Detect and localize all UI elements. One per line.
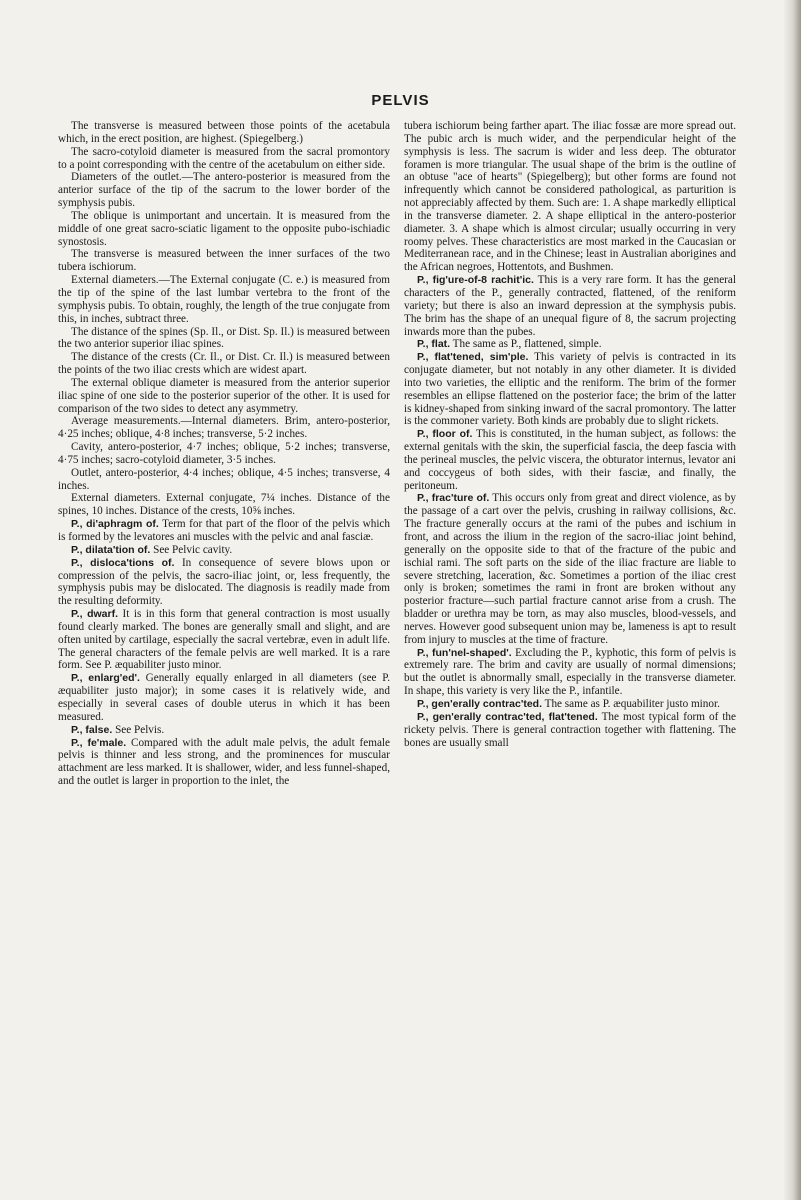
entry-text: The transverse is measured between those points of the acetabula which, in the erect position, are highest. (Spiegelberg.) — [58, 120, 390, 145]
paragraph — [404, 647, 736, 698]
entry-text: Generally equally enlarged in all diameters (see P. æquabiliter justo major); in some cases it is relatively wide, and especially in several cases of double uterus in which it has been measured. — [58, 672, 390, 723]
left-column — [58, 120, 390, 788]
entry-headword: P., dwarf. — [71, 608, 119, 621]
entry-headword: P., fun'nel-shaped'. — [417, 646, 512, 659]
entry-text: It is in this form that general contraction is most usually found clearly marked. The bones are generally small and slight, and are often united by cartilage, especially the sacral vertebræ, even in adult life. The general characters of the female pelvis are well marked. It is a rare form. See P. æquabiliter justo minor. — [58, 608, 390, 672]
entry-text: This is a very rare form. It has the general characters of the P., generally contracted, flattened, of the reniform variety; but there is also an inward depression at the symphysis pubis. The brim has the shape of an unequal figure of 8, the sacrum projecting inwards more than the pubes. — [404, 274, 736, 338]
paragraph — [58, 608, 390, 672]
entry-text: Outlet, antero-posterior, 4·4 inches; oblique, 4·5 inches; transverse, 4 inches. — [58, 466, 390, 492]
paragraph — [58, 377, 390, 416]
paragraph — [58, 120, 390, 146]
paragraph — [404, 492, 736, 646]
paragraph — [58, 467, 390, 493]
entry-text: The distance of the spines (Sp. Il., or Dist. Sp. Il.) is measured between the two anterior superior iliac spines. — [58, 325, 390, 351]
entry-headword: P., dilata'tion of. — [71, 543, 151, 556]
entry-text: This is constituted, in the human subject, as follows: the external genitals with the skin, the superficial fascia, the deep fascia with the perineal muscles, the pelvic viscera, the obturator internus, levator ani and coccygeus of both sides, with their fasciæ, and finally, the peritoneum. — [404, 428, 736, 492]
entry-text: See Pelvis. — [112, 723, 165, 736]
paragraph — [58, 351, 390, 377]
entry-text: Diameters of the outlet.—The antero-posterior is measured from the anterior surface of the tip of the sacrum to the lower border of the symphysis pubis. — [58, 171, 390, 210]
paragraph — [58, 737, 390, 788]
entry-text: See Pelvic cavity. — [150, 543, 233, 556]
paragraph — [58, 210, 390, 249]
entry-headword: P., fe'male. — [71, 736, 127, 749]
paragraph — [58, 724, 390, 737]
paragraph — [404, 338, 736, 351]
entry-text: Average measurements.—Internal diameters. Brim, antero-posterior, 4·25 inches; oblique, 4·8 inches; transverse, 5·2 inches. — [58, 415, 390, 441]
paragraph — [58, 557, 390, 608]
entry-text: This variety of pelvis is contracted in its conjugate diameter, but not notably in any other diameter. It is divided into two varieties, the elliptic and the reniform. The brim of the former resembles an ellipse flattened on the posterior face; the brim of the latter is kidney-shaped from sinking inward of the sacral promontory. The latter is the commoner variety. Both kinds are probably due to slight rickets. — [404, 351, 736, 428]
paragraph — [58, 492, 390, 518]
entry-text: The distance of the crests (Cr. Il., or Dist. Cr. Il.) is measured between the points of the two iliac crests which are widest apart. — [58, 351, 390, 377]
entry-headword: P., flat. — [417, 338, 451, 351]
entry-text: The same as P. æquabiliter justo minor. — [542, 697, 720, 710]
entry-text: The external oblique diameter is measured from the anterior superior iliac spine of one side to the posterior superior of the other. It is used for comparison of the two sides to detect any asymmetry. — [58, 376, 390, 415]
entry-text: External diameters.—The External conjugate (C. e.) is measured from the tip of the spine of the last lumbar vertebra to the front of the symphysis pubis. To obtain, roughly, the length of the true conjugate from this, in inches, subtract three. — [58, 274, 390, 325]
paragraph — [58, 518, 390, 544]
entry-text: The sacro-cotyloid diameter is measured from the sacral promontory to a point corresponding with the centre of the acetabulum on either side. — [58, 145, 390, 171]
entry-headword: P., di'aphragm of. — [71, 518, 159, 531]
paragraph — [58, 171, 390, 210]
paragraph — [404, 351, 736, 428]
entry-text: The same as P., flattened, simple. — [450, 338, 602, 351]
paragraph — [58, 544, 390, 557]
right-column — [404, 120, 736, 788]
running-head: PELVIS — [371, 92, 430, 109]
entry-headword: P., gen'erally contrac'ted. — [417, 697, 543, 710]
entry-headword: P., fig'ure-of-8 rachit'ic. — [417, 274, 534, 287]
entry-text: tubera ischiorum being farther apart. The iliac fossæ are more spread out. The pubic arch is much wider, and the perpendicular height of the symphysis is less. The sacrum is wider and less deep. The obturator foramen is more triangular. The usual shape of the brim is the outline of an obtuse "ace of hearts" (Spiegelberg); but other forms are found not infrequently which cannot be considered pathological, as parturition is not appreciably affected by them. Such are: 1. A shape markedly elliptical in the transverse diameter. 2. A shape elliptical in the antero-posterior diameter. 3. A shape which is almost circular; usually occurring in very roomy pelves. These characteristics are most marked in the Caucasian or Mediterranean race, and in the Chinese; least in Australian aborigines and the African negroes, Hottentots, and Bushmen. — [404, 120, 736, 274]
entry-headword: P., gen'erally contrac'ted, flat'tened. — [417, 710, 598, 723]
entry-text: The oblique is unimportant and uncertain. It is measured from the middle of one great sacro-sciatic ligament to the opposite pubo-ischiadic synostosis. — [58, 209, 390, 248]
paragraph — [404, 711, 736, 750]
paragraph — [404, 120, 736, 274]
paragraph — [404, 428, 736, 492]
entry-text: Excluding the P., kyphotic, this form of pelvis is extremely rare. The brim and cavity are usually of normal dimensions; but the outlet is abnormally small, especially in the transverse diameter. In shape, this variety is very like the P., infantile. — [404, 646, 736, 698]
entry-text: This occurs only from great and direct violence, as by the passage of a cart over the pelvis, crushing in railway collisions, &c. The fracture generally occurs at the rami of the pubes and ischium in front, and across the ilium in the region of the sacro-iliac joint behind, generally on the opposite side to that of the fracture of the pubic and ischial rami. The soft parts on the side of the iliac fracture are liable to severe stretching, laceration, &c. Sometimes a portion of the iliac crest only is broken; sometimes the rami in front are broken without any posterior fracture—such partial fracture cannot arise from a crush. The bladder or urethra may be torn, as may also muscles, blood-vessels, and nerves. However good subsequent union may be, lameness is apt to result from injury to muscles at the time of fracture. — [404, 492, 736, 646]
paragraph — [58, 146, 390, 172]
entry-text: External diameters. External conjugate, 7¼ inches. Distance of the spines, 10 inches. Distance of the crests, 10⅝ inches. — [58, 492, 390, 518]
entry-headword: P., frac'ture of. — [417, 492, 490, 505]
paragraph — [58, 326, 390, 352]
entry-headword: P., flat'tened, sim'ple. — [417, 351, 529, 364]
paragraph — [58, 441, 390, 467]
entry-text: In consequence of severe blows upon or compression of the pelvis, the sacro-iliac joint, or, less frequently, the symphysis pubis may be dislocated. The diagnosis is readily made from the resulting deformity. — [58, 556, 390, 608]
paragraph — [58, 274, 390, 325]
entry-text: The transverse is measured between the inner surfaces of the two tubera ischiorum. — [58, 248, 390, 274]
paragraph — [58, 672, 390, 723]
entry-headword: P., floor of. — [417, 428, 473, 441]
page-edge-shadow — [783, 0, 801, 1200]
entry-headword: P., false. — [71, 723, 113, 736]
paragraph — [404, 274, 736, 338]
paragraph — [58, 248, 390, 274]
entry-text: Cavity, antero-posterior, 4·7 inches; oblique, 5·2 inches; transverse, 4·75 inches; sacro-cotyloid diameter, 3·5 inches. — [58, 441, 390, 466]
paragraph — [58, 415, 390, 441]
entry-text: The most typical form of the rickety pelvis. There is general contraction together with flattening. The bones are usually small — [404, 710, 736, 749]
entry-text: Term for that part of the floor of the pelvis which is formed by the levatores ani muscles with the pelvic and anal fasciæ. — [58, 518, 390, 543]
entry-text: Compared with the adult male pelvis, the adult female pelvis is thinner and less strong, and the prominences for muscular attachment are less marked. It is shallower, wider, and less funnel-shaped, and the outlet is larger in proportion to the inlet, the — [58, 736, 390, 788]
entry-headword: P., enlarg'ed'. — [71, 672, 140, 685]
entry-headword: P., disloca'tions of. — [71, 556, 175, 569]
paragraph — [404, 698, 736, 711]
text-columns — [58, 120, 736, 788]
